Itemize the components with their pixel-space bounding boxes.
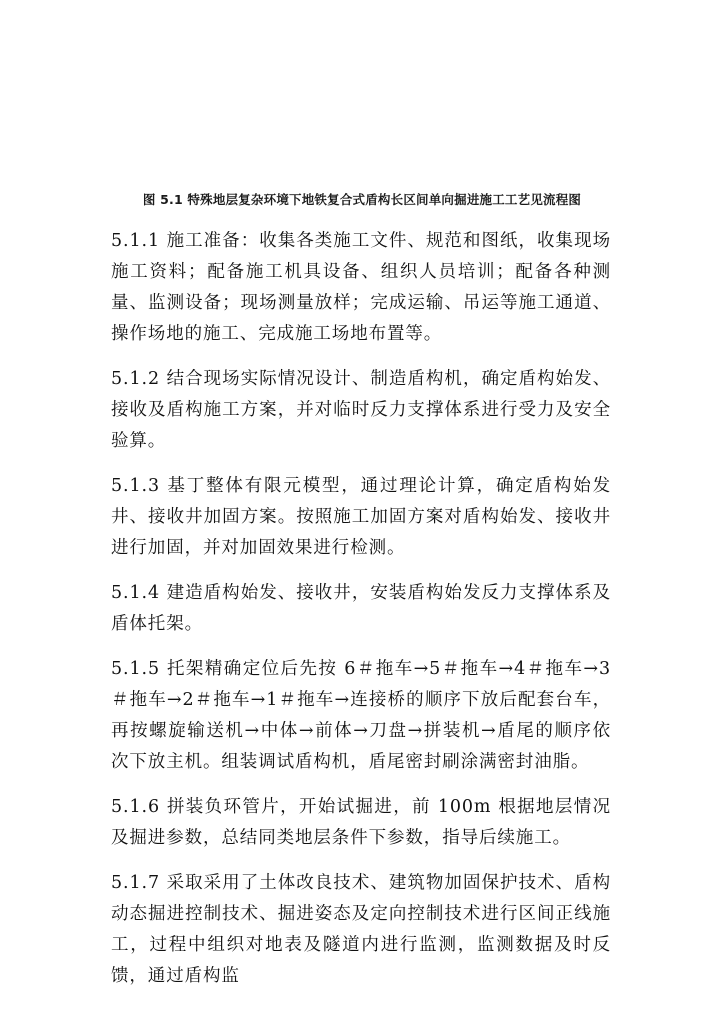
paragraph-5-1-2: 5.1.2 结合现场实际情况设计、制造盾构机，确定盾构始发、接收及盾构施工方案，并对临时反力支撑体系进行受力及安全验算。 <box>111 369 611 451</box>
document-body <box>111 226 611 1006</box>
figure-caption: 图 5.1 特殊地层复杂环境下地铁复合式盾构长区间单向掘进施工工艺见流程图 <box>142 192 582 207</box>
paragraph-5-1-1: 5.1.1 施工准备：收集各类施工文件、规范和图纸，收集现场施工资料；配备施工机具设备、组织人员培训；配备各种测量、监测设备；现场测量放样；完成运输、吊运等施工通道、操作场地的施工、完成施工场地布置等。 <box>111 231 611 344</box>
paragraph-5-1-7: 5.1.7 采取采用了土体改良技术、建筑物加固保护技术、盾构动态掘进控制技术、掘进姿态及定向控制技术进行区间正线施工，过程中组织对地表及隧道内进行监测，监测数据及时反馈，通过盾构监 <box>111 873 611 986</box>
paragraph-5-1-6: 5.1.6 拼装负环管片，开始试掘进，前 100m 根据地层情况及掘进参数，总结同类地层条件下参数，指导后续施工。 <box>111 797 611 848</box>
paragraph-5-1-4: 5.1.4 建造盾构始发、接收井，安装盾构始发反力支撑体系及盾体托架。 <box>111 583 611 634</box>
paragraph-5-1-3: 5.1.3 基丁整体有限元模型，通过理论计算，确定盾构始发井、接收井加固方案。按照施工加固方案对盾构始发、接收井进行加固，并对加固效果进行检测。 <box>111 476 611 558</box>
paragraph-5-1-5: 5.1.5 托架精确定位后先按 6＃拖车→5＃拖车→4＃拖车→3＃拖车→2＃拖车→1＃拖车→连接桥的顺序下放后配套台车，再按螺旋输送机→中体→前体→刀盘→拼装机→盾尾的顺序依次下放主机。组装调试盾构机，盾尾密封刷涂满密封油脂。 <box>111 659 611 772</box>
